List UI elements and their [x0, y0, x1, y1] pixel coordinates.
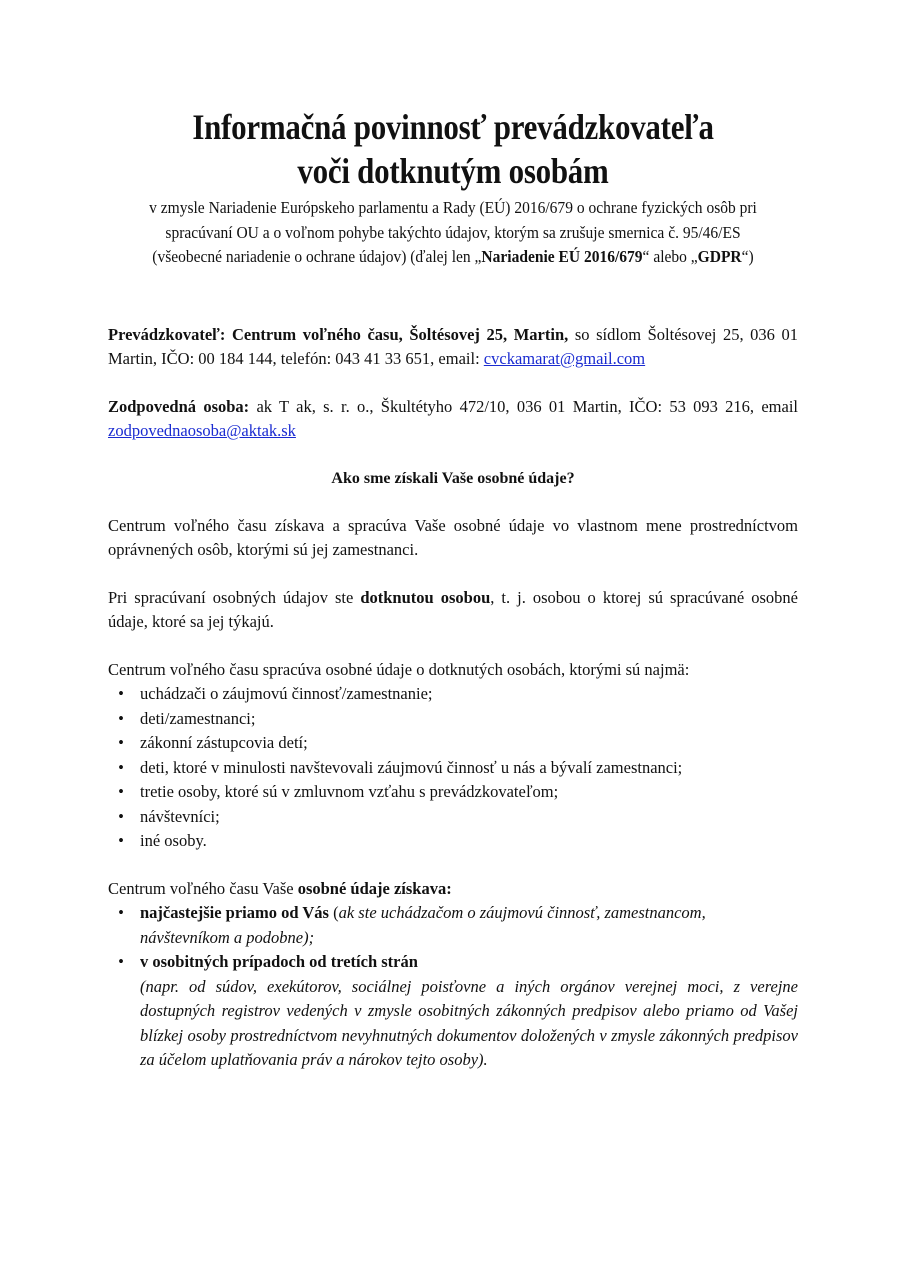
operator-details: so sídlom Šoltésovej 25, 036 01 Martin, IČO: 00 184 144, telefón: 043 41 33 651, email:: [108, 324, 798, 368]
title-line-2: voči dotknutým osobám: [297, 151, 609, 191]
list-item-text: deti, ktoré v minulosti navštevovali záujmovú činnosť u nás a bývalí zamestnanci;: [140, 757, 683, 777]
list-item: [108, 829, 798, 854]
list-item: [108, 731, 798, 756]
subtitle-text-middle: “ alebo „: [642, 247, 698, 266]
bullet-icon: •: [118, 952, 124, 971]
paragraph-collection: Centrum voľného času získava a spracúva Vaše osobné údaje vo vlastnom mene prostredníctvom oprávnených osôb, ktorými sú jej zamestnanci.: [108, 515, 798, 559]
document-page: [108, 105, 798, 1073]
section-heading: Ako sme získali Vaše osobné údaje?: [331, 469, 575, 487]
list-item-text: uchádzači o záujmovú činnosť/zamestnanie;: [140, 684, 433, 703]
responsible-person-label: Zodpovedná osoba:: [108, 396, 250, 416]
operator-info: [108, 323, 798, 372]
operator-email-link[interactable]: cvckamarat@gmail.com: [483, 349, 646, 368]
sources-list: [108, 901, 798, 1073]
source-direct-paren: (: [328, 903, 339, 922]
subjects-intro: Centrum voľného času spracúva osobné údaje o dotknutých osobách, ktorými sú najmä:: [108, 659, 690, 679]
list-item: [108, 805, 798, 830]
bullet-icon: •: [118, 708, 124, 728]
bullet-icon: •: [118, 733, 124, 752]
paragraph-data-subject-bold: dotknutou osobou: [360, 587, 491, 607]
operator-label: Prevádzkovateľ:: [108, 324, 226, 344]
subjects-list: [108, 682, 798, 854]
responsible-person-info: [108, 395, 798, 444]
source-direct-italic: ak ste uchádzačom o záujmovú činnosť, zamestnancom, návštevníkom a podobne);: [140, 903, 706, 947]
list-item: [108, 780, 798, 805]
bullet-icon: •: [118, 831, 124, 850]
list-item: [108, 901, 798, 950]
source-third-party-bold: v osobitných prípadoch od tretích strán: [140, 952, 418, 971]
list-item: [108, 756, 798, 781]
responsible-person-details: ak T ak, s. r. o., Škultétyho 472/10, 036 01 Martin, IČO: 53 093 216, email: [249, 396, 798, 416]
source-direct-bold: najčastejšie priamo od Vás: [140, 903, 329, 922]
bullet-icon: •: [118, 903, 124, 922]
bullet-icon: •: [118, 782, 124, 801]
paragraph-data-subject-before: Pri spracúvaní osobných údajov ste: [108, 587, 361, 607]
list-item: [108, 707, 798, 732]
list-item-text: návštevníci;: [140, 806, 220, 826]
list-item-text: tretie osoby, ktoré sú v zmluvnom vzťahu s prevádzkovateľom;: [140, 782, 559, 801]
list-item: [108, 950, 798, 1073]
sources-intro-bold: osobné údaje získava:: [297, 878, 452, 898]
paragraph-data-subject: [108, 586, 798, 635]
document-title: [156, 105, 749, 193]
operator-name: Centrum voľného času, Šoltésovej 25, Martin,: [225, 324, 569, 344]
responsible-person-email-link[interactable]: zodpovednaosoba@aktak.sk: [108, 421, 296, 440]
subtitle-bold-regulation: Nariadenie EÚ 2016/679: [481, 247, 643, 266]
subtitle-bold-gdpr: GDPR: [697, 247, 742, 266]
source-third-party-italic: (napr. od súdov, exekútorov, sociálnej poisťovne a iných orgánov verejnej moci, z verejne dostupných registrov vedených v zmysle osobitných zákonných predpisov alebo priamo od Vašej blízkej osoby prostredníctvom nevyhnutných dokumentov doložených v zmysle zákonných predpisov za účelom uplatňovania práv a nárokov tejto osoby).: [140, 976, 798, 1069]
list-item: [108, 682, 798, 707]
list-item-text: deti/zamestnanci;: [140, 708, 256, 728]
bullet-icon: •: [118, 684, 124, 703]
subtitle-text: v zmysle Nariadenie Európskeho parlamentu a Rady (EÚ) 2016/679 o ochrane fyzických osôb pri spracúvaní OU a o voľnom pohybe takýchto údajov, ktorým sa zrušuje smernica č. 95/46/ES (všeobecné nariadenie o ochrane údajov) (ďalej len „: [149, 198, 757, 266]
bullet-icon: •: [118, 806, 124, 826]
document-subtitle: [129, 196, 778, 270]
bullet-icon: •: [118, 757, 124, 777]
title-line-1: Informačná povinnosť prevádzkovateľa: [192, 107, 714, 147]
list-item-text: zákonní zástupcovia detí;: [140, 733, 308, 752]
subtitle-text-end: “): [741, 247, 754, 266]
sources-intro-before: Centrum voľného času Vaše: [108, 878, 298, 898]
list-item-text: iné osoby.: [140, 831, 207, 850]
paragraph-data-subject-after: , t. j. osobou o ktorej sú spracúvané osobné údaje, ktoré sa jej týkajú.: [108, 587, 798, 631]
sources-intro: [108, 877, 798, 902]
